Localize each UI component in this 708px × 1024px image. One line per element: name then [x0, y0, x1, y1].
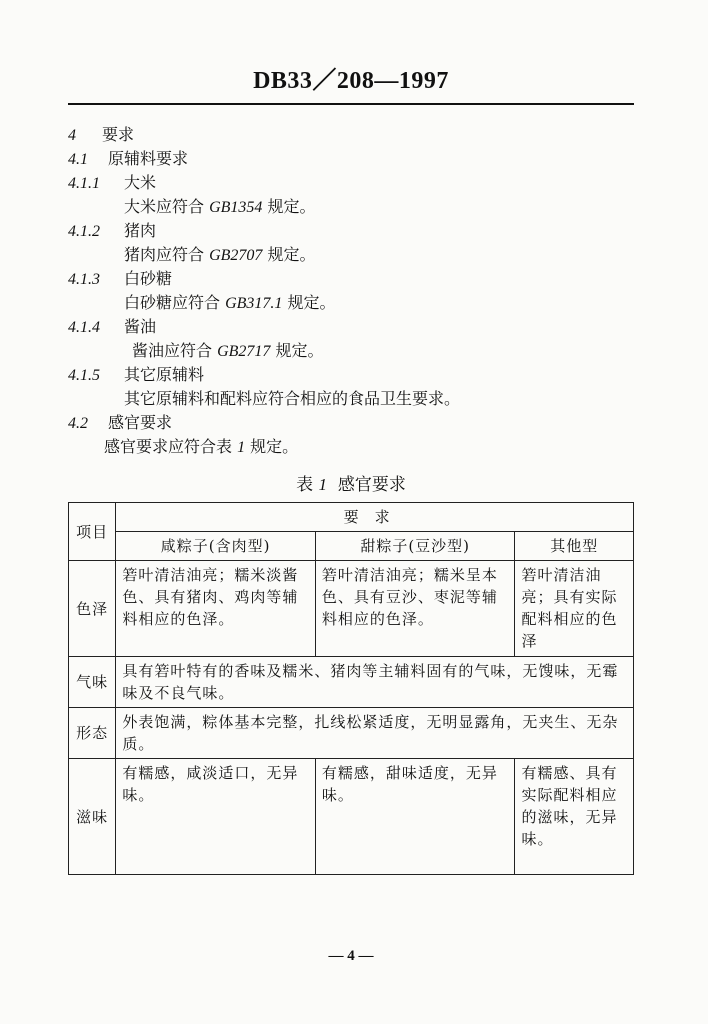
body-text: 规定。 — [262, 245, 316, 264]
body-text: 规定。 — [270, 341, 324, 360]
table-header-row — [69, 503, 634, 532]
table-subheader-row — [69, 532, 634, 561]
section-4-1-3 — [68, 268, 172, 291]
section-title: 其它原辅料 — [124, 365, 205, 384]
section-title: 原辅料要求 — [108, 149, 189, 168]
standard-ref: GB2707 — [209, 247, 263, 264]
section-4-1-3-text — [124, 292, 336, 315]
page-number: — 4 — — [328, 948, 374, 964]
body-text: 规定。 — [262, 197, 316, 216]
column-header-sweet: 甜粽子(豆沙型) — [315, 532, 515, 561]
header-rule — [68, 103, 634, 105]
table-cell: 有糯感，甜味适度，无异味。 — [315, 759, 515, 875]
table-row-shape — [69, 708, 634, 759]
table-caption — [68, 470, 634, 495]
body-text: 大米应符合 — [124, 197, 210, 216]
row-label: 形态 — [69, 708, 116, 759]
table-row-color — [69, 561, 634, 657]
section-4-1-5-text: 其它原辅料和配料应符合相应的食品卫生要求。 — [124, 389, 461, 408]
table-row-taste — [69, 759, 634, 875]
row-label: 气味 — [69, 657, 116, 708]
body-text: 规定。 — [245, 437, 299, 456]
table-cell: 有糯感，咸淡适口，无异味。 — [116, 759, 316, 875]
caption-title: 感官要求 — [327, 475, 406, 495]
caption-number: 1 — [318, 475, 328, 494]
column-header-salty: 咸粽子(含肉型) — [116, 532, 316, 561]
section-4-1-1-text — [124, 196, 316, 219]
section-title: 要求 — [102, 125, 135, 144]
section-number: 4.2 — [68, 415, 88, 432]
sensory-requirements-table — [68, 502, 634, 875]
section-4-1-2 — [68, 220, 156, 243]
table-cell-merged: 外表饱满，粽体基本完整，扎线松紧适度，无明显露角，无夹生、无杂质。 — [116, 708, 634, 759]
body-text: 规定。 — [282, 293, 336, 312]
section-title: 猪肉 — [124, 221, 157, 240]
row-label: 滋味 — [69, 759, 116, 875]
section-number: 4.1 — [68, 151, 88, 168]
section-number: 4.1.4 — [68, 319, 100, 336]
section-number: 4.1.2 — [68, 223, 100, 240]
section-4-1-2-text — [124, 244, 316, 267]
table-cell: 箬叶清洁油亮；具有实际配料相应的色泽 — [515, 561, 634, 657]
section-4-1-5 — [68, 364, 204, 387]
section-number: 4.1.5 — [68, 367, 100, 384]
body-text: 猪肉应符合 — [124, 245, 210, 264]
requirements-header: 要求 — [116, 503, 634, 532]
caption-prefix: 表 — [296, 475, 319, 495]
table-row-odor — [69, 657, 634, 708]
section-title: 感官要求 — [108, 413, 173, 432]
section-4-1 — [68, 148, 188, 171]
section-4-2 — [68, 412, 172, 435]
body-text: 酱油应符合 — [132, 341, 218, 360]
table-cell: 有糯感、具有实际配料相应的滋味，无异味。 — [515, 759, 634, 875]
body-text: 白砂糖应符合 — [124, 293, 226, 312]
standard-ref: GB317.1 — [225, 295, 283, 312]
section-title: 酱油 — [124, 317, 157, 336]
standard-ref: GB2717 — [217, 343, 271, 360]
row-label: 色泽 — [69, 561, 116, 657]
section-title: 大米 — [124, 173, 157, 192]
standard-code-header: DB33／208—1997 — [253, 68, 449, 94]
section-4-2-text — [104, 436, 298, 459]
section-number: 4.1.1 — [68, 175, 100, 192]
item-header: 项目 — [69, 503, 116, 561]
table-cell: 箬叶清洁油亮；糯米呈本色、具有豆沙、枣泥等辅料相应的色泽。 — [315, 561, 515, 657]
standard-ref: GB1354 — [209, 199, 263, 216]
section-4-1-4 — [68, 316, 156, 339]
column-header-other: 其他型 — [515, 532, 634, 561]
table-cell-merged: 具有箬叶特有的香味及糯米、猪肉等主辅料固有的气味，无馊味，无霉味及不良气味。 — [116, 657, 634, 708]
section-number: 4 — [68, 127, 76, 144]
table-ref: 1 — [237, 439, 246, 456]
section-number: 4.1.3 — [68, 271, 100, 288]
table-cell: 箬叶清洁油亮；糯米淡酱色、具有猪肉、鸡肉等辅料相应的色泽。 — [116, 561, 316, 657]
section-4-1-1 — [68, 172, 156, 195]
section-4 — [68, 124, 134, 147]
body-text: 感官要求应符合表 — [104, 437, 238, 456]
section-4-1-4-text — [132, 340, 324, 363]
section-title: 白砂糖 — [124, 269, 173, 288]
